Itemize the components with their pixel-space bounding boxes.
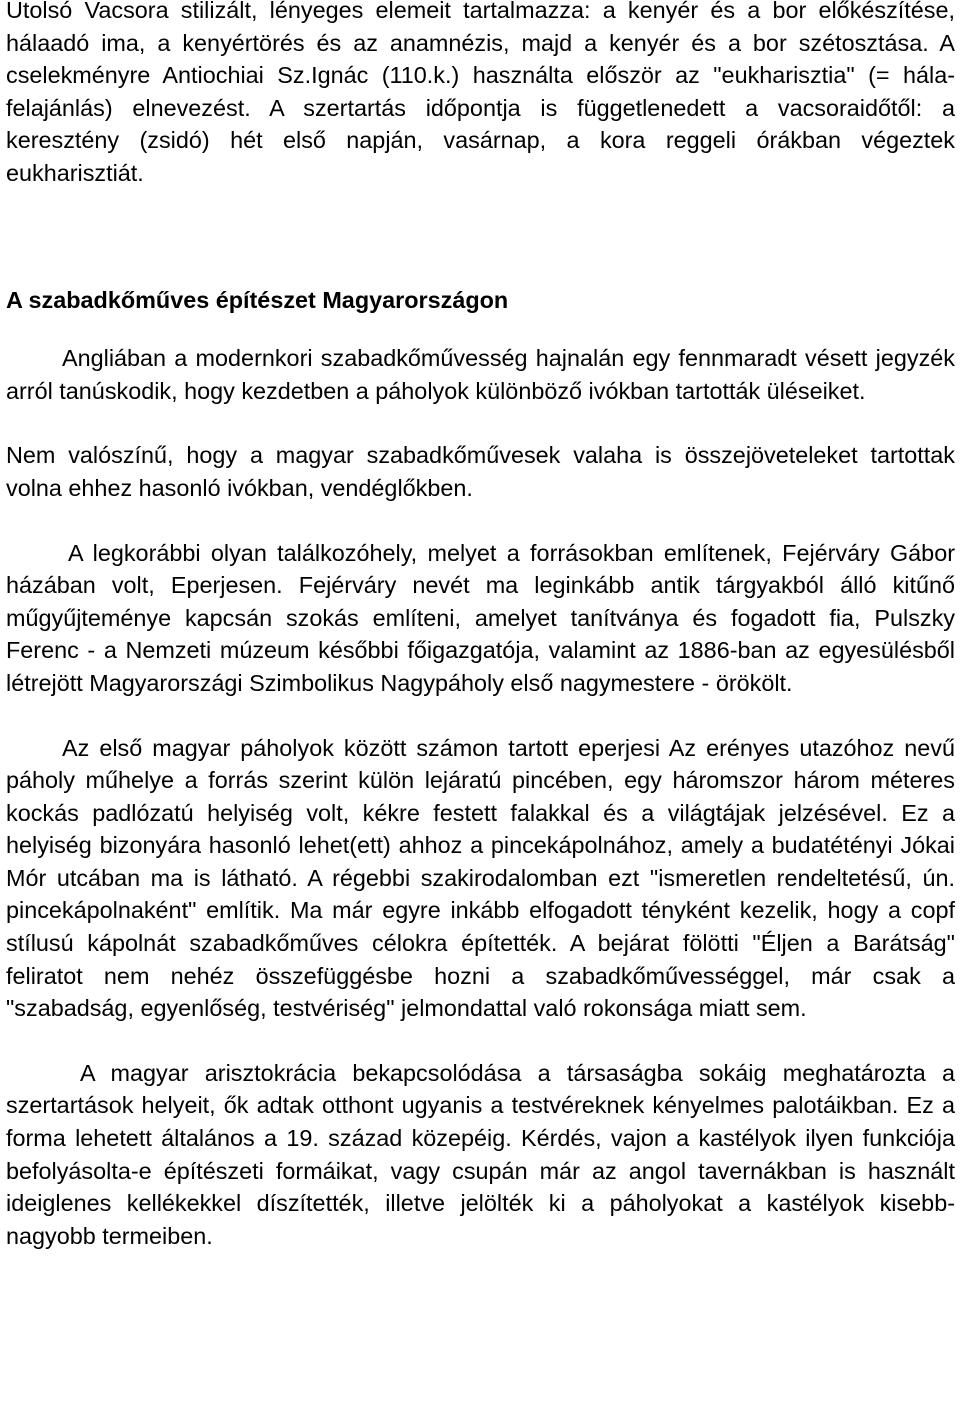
document-page	[6, 0, 955, 1252]
body-paragraph: A legkorábbi olyan találkozóhely, melyet a forrásokban említenek, Fejérváry Gábor házában volt, Eperjesen. Fejérváry nevét ma leginkább antik tárgyakból álló kitűnő műgyűjteménye kapcsán szokás említeni, amelyet tanítványa és fogadott fia, Pulszky Ferenc - a Nemzeti múzeum későbbi főigazgatója, valamint az 1886-ban az egyesülésből létrejött Magyarországi Szimbolikus Nagypáholy első nagymestere - örökölt.	[6, 539, 955, 696]
body-paragraph: A magyar arisztokrácia bekapcsolódása a társaságba sokáig meghatározta a szertartások helyeit, ők adtak otthont ugyanis a testvéreknek kényelmes palotáikban. Ez a forma lehetett általános a 19. század közepéig. Kérdés, vajon a kastélyok ilyen funkciója befolyásolta-e építészeti formáikat, vagy csupán már az angol tavernákban is használt ideiglenes kellékekkel díszítették, illetve jelölték ki a páholyokat a kastélyok kisebb-nagyobb termeiben.	[6, 1059, 955, 1249]
body-paragraph: Az első magyar páholyok között számon tartott eperjesi Az erényes utazóhoz nevű páholy műhelye a forrás szerint külön lejáratú pincében, egy háromszor három méteres kockás padlózatú helyiség volt, kékre festett falakkal és a világtájak jelzésével. Ez a helyiség bizonyára hasonló lehet(ett) ahhoz a pincekápolnához, amely a budatétényi Jókai Mór utcában ma is látható. A régebbi szakirodalomban ezt "ismeretlen rendeltetésű, ún. pincekápolnaként" említik. Ma már egyre inkább elfogadott tényként kezelik, hogy a copf stílusú kápolnát szabadkőműves célokra építették. A bejárat fölötti "Éljen a Barátság" feliratot nem nehéz összefüggésbe hozni a szabadkőművességgel, már csak a "szabadság, egyenlőség, testvériség" jelmondattal való rokonsága miatt sem.	[6, 734, 955, 1022]
intro-paragraph: Utolsó Vacsora stilizált, lényeges elemeit tartalmazza: a kenyér és a bor előkészítése, hálaadó ima, a kenyértörés és az anamnézis, majd a kenyér és a bor szétosztása. A cselekményre Antiochiai Sz.Ignác (110.k.) használta először az "eukharisztia" (= hála-felajánlás) elnevezést. A szertartás időpontja is függetlenedett a vacsoraidőtől: a keresztény (zsidó) hét első napján, vasárnap, a kora reggeli órákban végeztek eukharisztiát.	[6, 0, 955, 186]
body-paragraph: Angliában a modernkori szabadkőművesség hajnalán egy fennmaradt vésett jegyzék arról tanúskodik, hogy kezdetben a páholyok különböző ivókban tartották üléseiket.	[6, 345, 955, 404]
section-heading: A szabadkőműves építészet Magyarországon	[6, 286, 509, 313]
body-paragraph: Nem valószínű, hogy a magyar szabadkőművesek valaha is összejöveteleket tartottak volna ehhez hasonló ivókban, vendéglőkben.	[6, 442, 955, 501]
